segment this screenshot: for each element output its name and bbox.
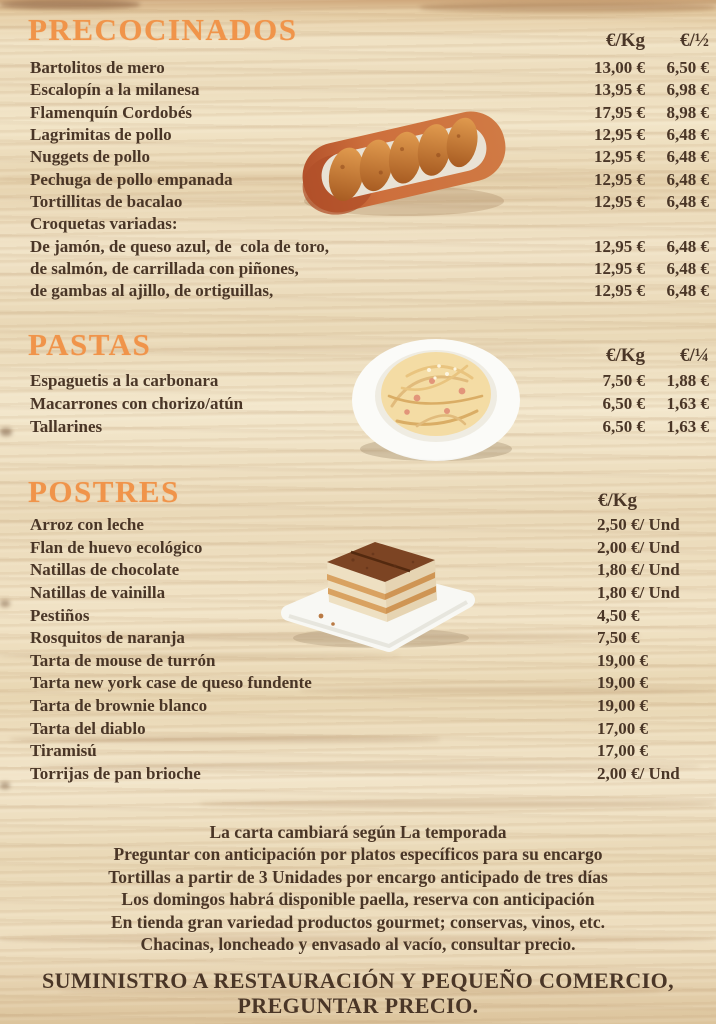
item-name: Tarta new york case de queso fundente xyxy=(30,673,312,693)
menu-item-row xyxy=(30,258,709,280)
item-price-kg: 6,50 € xyxy=(602,416,645,436)
item-price-kg: 12,95 € xyxy=(594,125,645,145)
price-header-kg: €/Kg xyxy=(605,30,645,51)
item-price-half: 6,48 € xyxy=(666,281,709,301)
item-price-half: 6,48 € xyxy=(666,147,709,167)
item-price: 2,00 €/ Und xyxy=(597,763,680,783)
item-price-kg: 6,50 € xyxy=(602,393,645,413)
item-price-kg: 12,95 € xyxy=(594,147,645,167)
item-name: Macarrones con chorizo/atún xyxy=(30,393,244,413)
item-price-kg: 12,95 € xyxy=(594,236,645,256)
footer-highlight xyxy=(0,969,716,1019)
item-name: Rosquitos de naranja xyxy=(30,628,185,648)
item-price: 1,80 €/ Und xyxy=(597,560,680,580)
item-price: 2,00 €/ Und xyxy=(597,537,680,557)
item-name: de gambas al ajillo, de ortiguillas, xyxy=(30,281,274,301)
item-name: Tortillitas de bacalao xyxy=(30,191,183,211)
item-name: Natillas de chocolate xyxy=(30,560,180,580)
item-price-half: 6,50 € xyxy=(666,58,709,78)
item-price-quarter: 1,63 € xyxy=(666,416,709,436)
croquettes-dish-photo xyxy=(293,101,515,223)
item-name: Tallarines xyxy=(30,416,103,436)
wood-grain-streak xyxy=(420,2,716,13)
footer-highlight-line: SUMINISTRO A RESTAURACIÓN Y PEQUEÑO COMERCIO, xyxy=(41,968,675,993)
item-name: de salmón, de carrillada con piñones, xyxy=(30,258,299,278)
item-price: 7,50 € xyxy=(597,628,640,648)
item-name: De jamón, de queso azul, de cola de toro, xyxy=(30,236,330,256)
item-price: 2,50 €/ Und xyxy=(597,515,680,535)
wood-grain-streak xyxy=(0,600,10,607)
item-price-quarter: 1,88 € xyxy=(666,370,709,390)
menu-item-row xyxy=(30,763,709,786)
item-price-kg: 12,95 € xyxy=(594,281,645,301)
menu-item-row xyxy=(30,672,709,695)
item-price-half: 6,98 € xyxy=(666,80,709,100)
item-price-kg: 12,95 € xyxy=(594,258,645,278)
footer-note: Tortillas a partir de 3 Unidades por encargo anticipado de tres días xyxy=(108,866,608,887)
item-name: Lagrimitas de pollo xyxy=(30,125,172,145)
item-name: Torrijas de pan brioche xyxy=(30,763,201,783)
footer-note: La carta cambiará según La temporada xyxy=(209,822,507,842)
item-name: Espaguetis a la carbonara xyxy=(30,370,219,390)
price-header-kg: €/Kg xyxy=(605,345,645,366)
item-name: Pestiños xyxy=(30,605,90,625)
item-price: 19,00 € xyxy=(597,673,648,693)
item-name: Nuggets de pollo xyxy=(30,147,150,167)
item-price-kg: 13,95 € xyxy=(594,80,645,100)
item-price-half: 6,48 € xyxy=(666,169,709,189)
item-price: 4,50 € xyxy=(597,605,640,625)
item-name: Pechuga de pollo empanada xyxy=(30,169,233,189)
item-price-half: 6,48 € xyxy=(666,125,709,145)
item-name: Arroz con leche xyxy=(30,515,144,535)
item-price-kg: 17,95 € xyxy=(594,102,645,122)
tiramisu-photo xyxy=(263,516,491,654)
spaghetti-carbonara-photo xyxy=(347,336,525,466)
item-name: Escalopín a la milanesa xyxy=(30,80,200,100)
item-price: 1,80 €/ Und xyxy=(597,583,680,603)
price-headers-precocinados xyxy=(583,30,709,52)
wood-grain-streak xyxy=(0,782,10,789)
price-header-quarter: €/¼ xyxy=(679,345,709,366)
menu-item-row xyxy=(30,717,709,740)
item-name: Flan de huevo ecológico xyxy=(30,537,203,557)
price-headers-pastas xyxy=(583,345,709,367)
item-price-half: 6,48 € xyxy=(666,258,709,278)
wood-grain-streak xyxy=(0,428,12,436)
menu-item-row xyxy=(30,280,709,302)
item-price-kg: 7,50 € xyxy=(602,370,645,390)
item-name: Tiramisú xyxy=(30,741,97,761)
item-name: Flamenquín Cordobés xyxy=(30,102,192,122)
item-name: Natillas de vainilla xyxy=(30,583,166,603)
item-name: Tarta de brownie blanco xyxy=(30,696,208,716)
footer-notes xyxy=(0,821,716,955)
footer-note: En tienda gran variedad productos gourmet; conservas, vinos, etc. xyxy=(110,911,606,932)
item-name: Tarta del diablo xyxy=(30,718,146,738)
wood-grain-streak xyxy=(200,801,716,807)
item-name: Tarta de mouse de turrón xyxy=(30,650,216,670)
menu-item-row xyxy=(30,79,709,101)
item-price-half: 6,48 € xyxy=(666,236,709,256)
wood-grain-streak xyxy=(0,0,140,9)
menu-item-row xyxy=(30,235,709,257)
item-price: 19,00 € xyxy=(597,696,648,716)
item-price-kg: 12,95 € xyxy=(594,169,645,189)
item-price-half: 8,98 € xyxy=(666,102,709,122)
footer-note: Los domingos habrá disponible paella, reserva con anticipación xyxy=(121,889,595,910)
item-name: Croquetas variadas: xyxy=(30,214,178,234)
item-price-kg: 13,00 € xyxy=(594,58,645,78)
item-price: 17,00 € xyxy=(597,718,648,738)
item-price-kg: 12,95 € xyxy=(594,191,645,211)
item-price: 19,00 € xyxy=(597,650,648,670)
price-header-kg: €/Kg xyxy=(598,490,638,511)
item-name: Bartolitos de mero xyxy=(30,58,165,78)
section-title-precocinados: PRECOCINADOS xyxy=(28,12,298,47)
footer-note: Preguntar con anticipación por platos específicos para su encargo xyxy=(113,844,603,865)
item-price: 17,00 € xyxy=(597,741,648,761)
footer-highlight-line: PREGUNTAR PRECIO. xyxy=(237,992,479,1018)
menu-item-row xyxy=(30,57,709,79)
menu-item-row xyxy=(30,740,709,763)
item-price-half: 6,48 € xyxy=(666,191,709,211)
section-title-pastas: PASTAS xyxy=(28,327,152,362)
section-title-postres: POSTRES xyxy=(28,474,180,509)
item-price-quarter: 1,63 € xyxy=(666,393,709,413)
menu-item-row xyxy=(30,695,709,718)
price-header-half: €/½ xyxy=(679,30,709,51)
footer-note: Chacinas, loncheado y envasado al vacío, consultar precio. xyxy=(140,934,576,955)
